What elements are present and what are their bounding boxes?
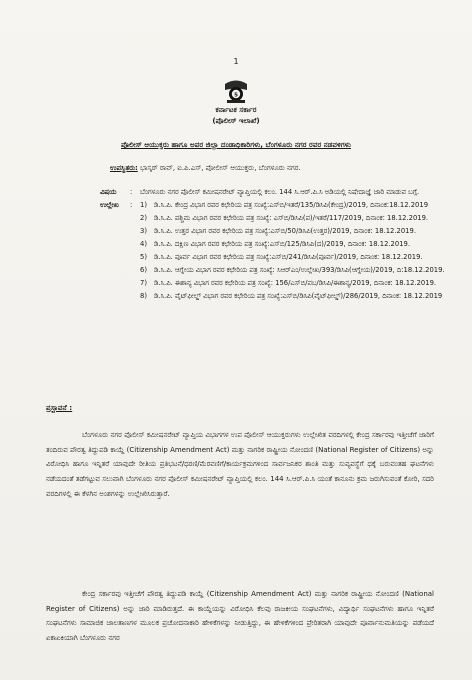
- preamble-heading: ಪ್ರಸ್ತಾವನೆ :: [46, 403, 73, 412]
- reference-item: 4) ಡಿ.ಸಿ.ಪಿ. ದಕ್ಷಿಣ ವಿಭಾಗ ರವರ ಕಛೇರಿಯ ಪತ್ರ ಸಂಖ್ಯೆ:ಎಸ್‌ಬಿ/125/ಡಿಸಿಪಿ(ದ)/2019, ದಿನಾಂಕ: 18.12.2019.: [140, 239, 411, 248]
- presence-line: [110, 164, 301, 173]
- letterhead: [0, 104, 472, 126]
- government-name: ಕರ್ನಾಟಕ ಸರ್ಕಾರ: [215, 105, 257, 114]
- office-title: ಪೊಲೀಸ್ ಆಯುಕ್ತರು ಹಾಗೂ ಅಪರ ಜಿಲ್ಲಾ ದಂಡಾಧಿಕಾರಿಗಳು, ಬೆಂಗಳೂರು ನಗರ ರವರ ನಡವಳಿಗಳು: [121, 140, 351, 149]
- body-paragraph: ಕೇಂದ್ರ ಸರ್ಕಾರವು ಇತ್ತೀಚೆಗೆ ಪೌರತ್ವ ತಿದ್ದುಪಡಿ ಕಾಯ್ದೆ (Citizenship Amendment Act) ಮತ್ತು ನಾಗರಿಕ ರಾಷ್ಟ್ರೀಯ ನೋಂದಣಿ (National Register of Citizens) ಅನ್ನು ಜಾರಿ ಮಾಡಿರುತ್ತದೆ. ಈ ಕಾಯ್ದೆಯನ್ನು ವಿರೋಧಿಸಿ ಕೆಲವು ರಾಜಕೀಯ ಸಂಘಟನೆಗಳು, ವಿದ್ಯಾರ್ಥಿ ಸಂಘಟನೆಗಳು ಹಾಗೂ ಇನ್ನಿತರೆ ಸಂಘಟನೆಗಳು ಸಾಮಾಜಿಕ ಜಾಲತಾಣಗಳ ಮೂಲಕ ಪ್ರಚೋದನಾಕಾರಿ ಹೇಳಿಕೆಗಳನ್ನು ನೀಡುತ್ತಿದ್ದು, ಈ ಹೇಳಿಕೆಗಳಿಂದ ಪ್ರೇರಿತರಾಗಿ ಯಾವುದೇ ಪೂರ್ವಾನುಮತಿಯನ್ನು ಪಡೆಯದೆ ಏಕಾಏಕಿಯಾಗಿ ಬೆಂಗಳೂರು ನಗರ: [46, 590, 434, 643]
- references-label: ಉಲ್ಲೇಖ: [100, 200, 119, 209]
- department-name: (ಪೊಲೀಸ್ ಇಲಾಖೆ): [212, 116, 260, 125]
- reference-item: 5) ಡಿ.ಸಿ.ಪಿ. ಪೂರ್ವ ವಿಭಾಗ ರವರ ಕಛೇರಿಯ ಪತ್ರ ಸಂಖ್ಯೆ:ಎಸ್‌ಬಿ/241/ಡಿಸಿಪಿ(ಪೂರ್ವ)/2019, ದಿನಾಂಕ: 18.12.2019.: [140, 252, 423, 261]
- references-row: [100, 200, 445, 305]
- reference-item: 2) ಡಿ.ಸಿ.ಪಿ. ಪಶ್ಚಿಮ ವಿಭಾಗ ರವರ ಕಛೇರಿಯ ಪತ್ರ ಸಂಖ್ಯೆ: ಎಸ್‌ಬಿ/ಡಿಸಿಪಿ(ಪ)/ಇತರೆ/117/2019, ದಿನಾಂಕ: 18.12.2019.: [140, 213, 429, 222]
- subject-row: [100, 187, 445, 199]
- references-list: [140, 200, 445, 303]
- reference-item: 8) ಡಿ.ಸಿ.ಪಿ. ವೈಟ್‌ಫೀಲ್ಡ್ ವಿಭಾಗ ರವರ ಕಛೇರಿಯ ಪತ್ರ ಸಂಖ್ಯೆ:ಎಸ್‌ಬಿ/ಡಿಸಿಪಿ(ವೈಟ್‌ಫೀಲ್ಡ್)/286/2019, ದಿನಾಂಕ: 18.12.2019: [140, 292, 443, 301]
- colon: :: [130, 200, 133, 209]
- svg-text:5: 5: [234, 92, 238, 99]
- reference-item: 1) ಡಿ.ಸಿ.ಪಿ. ಕೇಂದ್ರ ವಿಭಾಗ ರವರ ಕಛೇರಿಯ ಪತ್ರ ಸಂಖ್ಯೆ:ಎಸ್‌ಬಿ/ಇತರೆ/135/ಡಿಸಿಪಿ(ಕೇಂದ್ರ)/2019, ದಿನಾಂಕ:18.12.2019: [140, 200, 429, 209]
- body-paragraph: ಬೆಂಗಳೂರು ನಗರ ಪೊಲೀಸ್ ಕಮೀಷನರೇಟ್ ವ್ಯಾಪ್ತಿಯ ವಿಭಾಗಗಳ ಉಪ ಪೊಲೀಸ್ ಆಯುಕ್ತರುಗಳು ಉಲ್ಲೇಖಿತ ವರದಿಗಳಲ್ಲಿ ಕೇಂದ್ರ ಸರ್ಕಾರವು ಇತ್ತೀಚೆಗೆ ಜಾರಿಗೆ ತಂದಿರುವ ಪೌರತ್ವ ತಿದ್ದುಪಡಿ ಕಾಯ್ದೆ (Citizenship Amendment Act) ಮತ್ತು ನಾಗರಿಕ ರಾಷ್ಟ್ರೀಯ ನೋಂದಣಿ (National Register of Citizens) ಅನ್ನು ವಿರೋಧಿಸಿ ಹಾಗೂ ಇನ್ನಿತರೆ ಯಾವುದೇ ರೀತಿಯ ಪ್ರತಿಭಟನೆ/ಧರಣಿ/ಮೆರವಣಿಗೆ/ಕಾರ್ಯಕ್ರಮಗಳಿಂದ ಸಾರ್ವಜನಿಕರ ಶಾಂತಿ ಮತ್ತು ಸುವ್ಯವಸ್ಥೆಗೆ ಧಕ್ಕೆ ಬರುವಂತಹ ಘಟನೆಗಳು ನಡೆಯದಂತೆ ತಡೆಗಟ್ಟುವ ಸಲುವಾಗಿ ಬೆಂಗಳೂರು ನಗರ ಪೊಲೀಸ್ ಕಮೀಷನರೇಟ್ ವ್ಯಾಪ್ತಿಯಲ್ಲಿ ಕಲಂ. 144 ಸಿ.ಆರ್.ಪಿ.ಸಿ ಯಂತೆ ಕಾನೂನು ಕ್ರಮ ಜರುಗಿಸುವಂತೆ ಕೋರಿ, ಸದರಿ ವರದಿಗಳಲ್ಲಿ ಈ ಕೆಳಗಿನ ಅಂಶಗಳನ್ನು ಉಲ್ಲೇಖಿಸಿರುತ್ತಾರೆ.: [46, 431, 434, 498]
- subject-text: ಬೆಂಗಳೂರು ನಗರ ಪೊಲೀಸ್ ಕಮೀಷನರೇಟ್ ವ್ಯಾಪ್ತಿಯಲ್ಲಿ ಕಲಂ. 144 ಸಿ.ಆರ್.ಪಿ.ಸಿ ಅಡಿಯಲ್ಲಿ ನಿಷೇದಾಜ್ಞೆ ಜಾರಿ ಮಾಡುವ ಬಗ್ಗೆ.: [140, 188, 420, 196]
- presence-text: ಭಾಸ್ಕರ್ ರಾವ್, ಐ.ಪಿ.ಎಸ್, ಪೋಲೀಸ್ ಆಯುಕ್ತರು, ಬೆಂಗಳೂರು ನಗರ.: [137, 164, 301, 172]
- presence-label: ಉಪಸ್ಥಿತರು:: [110, 164, 138, 172]
- colon: :: [130, 188, 133, 196]
- reference-item: 6) ಡಿ.ಸಿ.ಪಿ. ಆಗ್ನೇಯ ವಿಭಾಗ ರವರ ಕಛೇರಿಯ ಪತ್ರ ಸಂಖ್ಯೆ: ಸಿಆರ್‌ಎಂ/ಉಲ್ಲೇಖ/393/ಡಿಸಿಪಿ(ಆಗ್ನೇಯ)/2019, ದಿ:18.12.2019.: [140, 265, 445, 274]
- subject-label: ವಿಷಯ: [100, 188, 117, 196]
- reference-item: 7) ಡಿ.ಸಿ.ಪಿ. ಈಶಾನ್ಯ ವಿಭಾಗ ರವರ ಕಛೇರಿಯ ಪತ್ರ ಸಂಖ್ಯೆ: 156/ಎಸ್‌ಬಿ/ಪಬ/ಡಿಸಿಪಿ/ಈಶಾನ್ಯ/2019, ದಿನಾಂಕ: 18.12.2019.: [140, 279, 437, 288]
- reference-item: 3) ಡಿ.ಸಿ.ಪಿ. ಉತ್ತರ ವಿಭಾಗ ರವರ ಕಛೇರಿಯ ಪತ್ರ ಸಂಖ್ಯೆ:ಎಸ್‌ಬಿ/50/ಡಿಸಿಪಿ(ಉತ್ತರ)/2019, ದಿನಾಂಕ: 18.12.2019.: [140, 226, 416, 235]
- police-emblem-icon: [222, 78, 250, 104]
- page-number: 1: [233, 57, 239, 66]
- subject-block: [100, 187, 445, 304]
